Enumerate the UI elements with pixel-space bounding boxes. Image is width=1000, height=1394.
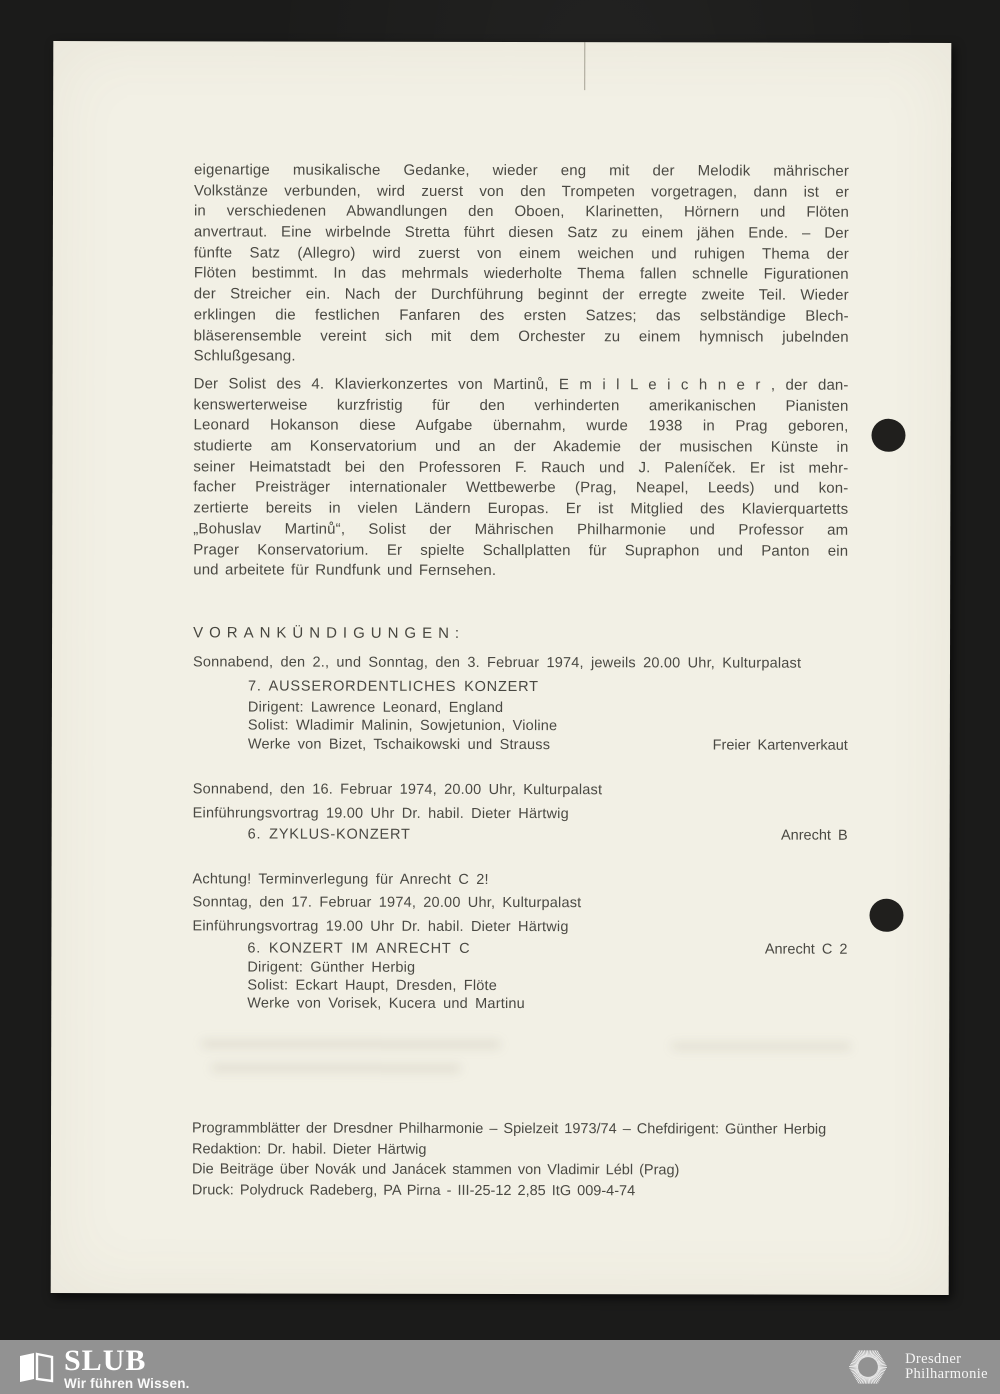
scan-scratch	[584, 42, 585, 90]
philharmonie-logo[interactable]	[843, 1342, 988, 1392]
text-line: der Streicher ein. Nach der Durchführung beginnt der erregte zweite Teil. Wieder	[193, 285, 849, 304]
text-line: bläserensemble vereint sich mit dem Orchester zu einem hymnisch jubelnden	[193, 326, 849, 346]
event1-date: Sonnabend, den 2., und Sonntag, den 3. Februar 1974, jeweils 20.00 Uhr, Kulturpalast	[192, 654, 802, 672]
event2-date: Sonnabend, den 16. Februar 1974, 20.00 Uhr, Kulturpalast	[192, 781, 603, 799]
paragraph-movement-description	[194, 160, 849, 368]
imprint-block	[192, 1118, 872, 1202]
slub-tagline: Wir führen Wissen.	[64, 1376, 190, 1391]
text-line: zertierte bereits in vielen Ländern Europas. Er ist Mitglied des Klavierquartetts	[193, 499, 849, 518]
event3-title: 6. KONZERT IM ANRECHT C	[247, 940, 471, 957]
text-line: Leonard Hokanson diese Aufgabe übernahm, wurde 1938 in Prag geboren,	[193, 416, 849, 436]
text-line: Schlußgesang.	[193, 347, 296, 365]
event2-lecture: Einführungsvortrag 19.00 Uhr Dr. habil. Dieter Härtwig	[192, 805, 569, 823]
event1-conductor: Dirigent: Lawrence Leonard, England	[247, 699, 504, 717]
text-line: eigenartige musikalische Gedanke, wieder eng mit der Melodik mährischer	[194, 161, 850, 180]
text-line: seiner Heimatstadt bei den Professoren F. Rauch und J. Paleníček. Er ist mehr-	[193, 458, 849, 477]
text-line: Der Solist des 4. Klavierkonzertes von Martinů, E m i l L e i c h n e r , der dan-	[193, 375, 849, 394]
show-through-mark	[671, 1042, 851, 1050]
event3-works: Werke von Vorisek, Kucera und Martinu	[247, 995, 525, 1013]
philharmonie-name-line2: Philharmonie	[905, 1366, 988, 1382]
show-through-mark	[211, 1063, 461, 1073]
text-line: Volkstänze verbunden, wird zuerst von den Trompeten vorgetragen, dann ist er	[193, 182, 850, 201]
text-line: kenswerterweise kurzfristig für den verhinderten amerikanischen Pianisten	[193, 396, 849, 415]
paragraph-soloist-biography	[193, 374, 848, 582]
text-line: in verschiedenen Abwandlungen den Oboen, Klarinetten, Hörnern und Flöten	[193, 202, 849, 222]
imprint-line: Redaktion: Dr. habil. Dieter Härtwig	[191, 1140, 427, 1158]
announcements-heading: VORANKÜNDIGUNGEN:	[193, 624, 466, 642]
slub-logo[interactable]	[16, 1346, 190, 1391]
show-through-mark	[201, 1039, 501, 1049]
philharmonie-name-line1: Dresdner	[905, 1350, 962, 1367]
hole-punch-bottom	[869, 899, 903, 932]
event3-date: Sonntag, den 17. Februar 1974, 20.00 Uhr, Kulturpalast	[192, 894, 582, 912]
text-line: studierte am Konservatorium und an der Akademie der musischen Künste in	[193, 437, 849, 456]
event1-title: 7. AUSSERORDENTLICHES KONZERT	[247, 678, 539, 696]
text-line: „Bohuslav Martinů“, Solist der Mährischen Philharmonie und Professor am	[193, 520, 849, 539]
event1-soloist: Solist: Wladimir Malinin, Sowjetunion, Violine	[247, 717, 558, 735]
slub-wordmark: SLUB	[64, 1344, 147, 1377]
text-line: Prager Konservatorium. Er spielte Schallplatten für Supraphon und Panton ein	[193, 540, 849, 560]
event3-lecture: Einführungsvortrag 19.00 Uhr Dr. habil. Dieter Härtwig	[192, 918, 569, 936]
open-book-icon	[16, 1349, 56, 1389]
event2-title: 6. ZYKLUS-KONZERT	[247, 826, 411, 843]
text-line: facher Preisträger internationaler Wettbewerbe (Prag, Neapel, Leeds) und kon-	[193, 478, 849, 498]
imprint-line: Druck: Polydruck Radeberg, PA Pirna - III-25-12 2,85 ItG 009-4-74	[191, 1182, 636, 1200]
event3-conductor: Dirigent: Günther Herbig	[247, 959, 416, 976]
text-line: und arbeitete für Rundfunk und Fernsehen.	[193, 561, 497, 580]
text-line: fünfte Satz (Allegro) wird zuerst von einem weichen und ruhigen Thema der	[193, 244, 849, 263]
event1-ticket-note: Freier Kartenverkaut	[712, 737, 848, 754]
philharmonie-sunburst-icon	[843, 1342, 893, 1392]
text-line: anvertraut. Eine wirbelnde Stretta führt diesen Satz zu einem jähen Ende. – Der	[193, 223, 849, 242]
scanned-page	[51, 41, 952, 1295]
event3-subscription-note: Anrecht C 2	[764, 941, 848, 958]
text-line: Flöten bestimmt. In das mehrmals wiederholte Thema fallen schnelle Figurationen	[193, 264, 849, 284]
event3-notice: Achtung! Terminverlegung für Anrecht C 2!	[192, 871, 489, 888]
event3-soloist: Solist: Eckart Haupt, Dresden, Flöte	[247, 977, 498, 994]
imprint-line: Programmblätter der Dresdner Philharmonie – Spielzeit 1973/74 – Chefdirigent: Günther Herbig	[192, 1120, 827, 1138]
event2-subscription-note: Anrecht B	[780, 827, 848, 844]
hole-punch-top	[871, 419, 905, 452]
imprint-line: Die Beiträge über Novák und Janácek stammen von Vladimir Lébl (Prag)	[191, 1161, 680, 1179]
text-line: erklingen die festlichen Fanfaren des ersten Satzes; das selbständige Blech-	[193, 306, 849, 325]
event1-works: Werke von Bizet, Tschaikowski und Strauss	[247, 736, 551, 754]
viewer-footer-bar	[0, 1340, 1000, 1394]
